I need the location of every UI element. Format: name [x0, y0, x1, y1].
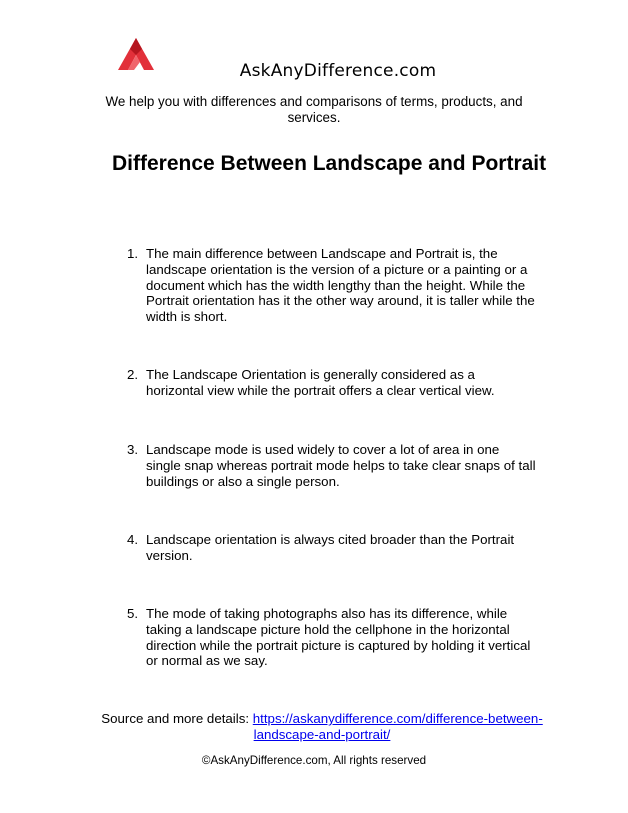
list-item: [127, 532, 536, 564]
page-title: Difference Between Landscape and Portrait: [112, 152, 547, 175]
list-item-text: The mode of taking photographs also has its difference, while taking a landscape picture hold the cellphone in the horizontal direction while the portrait picture is captured by holding it vertical or normal as we say.: [146, 606, 531, 669]
list-item-text: The main difference between Landscape and Portrait is, the landscape orientation is the version of a picture or a painting or a document which has the width lengthy than the height. While the Portrait orientation has it the other way around, it is taller while the width is short.: [146, 246, 535, 325]
site-name: AskAnyDifference.com: [239, 61, 437, 81]
tagline: We help you with differences and comparisons of terms, products, and services.: [105, 94, 523, 125]
list-item-text: Landscape mode is used widely to cover a lot of area in one single snap whereas portrait mode helps to take clear snaps of tall buildings or also a single person.: [146, 442, 536, 489]
list-item: [127, 367, 536, 399]
list-item: [127, 442, 536, 489]
source-line: [100, 711, 544, 743]
list-item-text: Landscape orientation is always cited broader than the Portrait version.: [146, 532, 515, 563]
list-item: [127, 606, 536, 669]
list-item: [127, 246, 536, 325]
list-item-number: 5.: [127, 606, 139, 621]
list-item-number: 2.: [127, 367, 139, 382]
list-item-number: 1.: [127, 246, 139, 261]
list-item-number: 4.: [127, 532, 139, 547]
source-link[interactable]: https://askanydifference.com/difference-between-landscape-and-portrait/: [252, 711, 543, 742]
list-item-number: 3.: [127, 442, 139, 457]
source-label: Source and more details:: [101, 711, 253, 726]
list-item-text: The Landscape Orientation is generally considered as a horizontal view while the portrait offers a clear vertical view.: [146, 367, 495, 398]
copyright-notice: ©AskAnyDifference.com, All rights reserved: [201, 754, 427, 767]
